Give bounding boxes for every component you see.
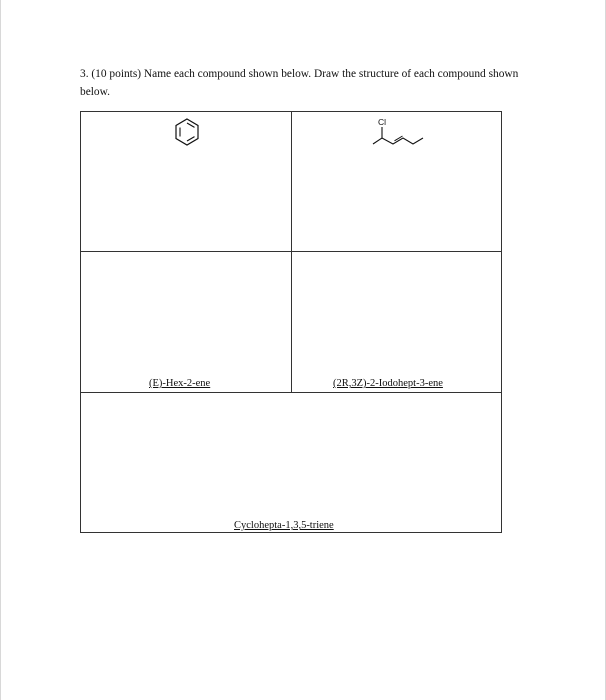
caption-iodohept-3-ene: (2R,3Z)-2-Iodohept-3-ene bbox=[333, 378, 443, 389]
grid-horizontal-divider-1 bbox=[81, 251, 501, 252]
answer-grid bbox=[80, 111, 502, 533]
caption-hex-2-ene: (E)-Hex-2-ene bbox=[149, 378, 211, 389]
grid-horizontal-divider-2 bbox=[81, 392, 501, 393]
chloroalkene-skeletal-structure bbox=[371, 114, 431, 148]
benzene-ring-structure bbox=[172, 117, 202, 147]
chlorine-atom-label: Cl bbox=[378, 117, 387, 127]
question-text: 3. (10 points) Name each compound shown below. Draw the structure of each compound shown below. bbox=[80, 68, 519, 98]
caption-cycloheptatriene: Cyclohepta-1,3,5-triene bbox=[234, 520, 334, 531]
grid-vertical-divider bbox=[291, 112, 292, 392]
